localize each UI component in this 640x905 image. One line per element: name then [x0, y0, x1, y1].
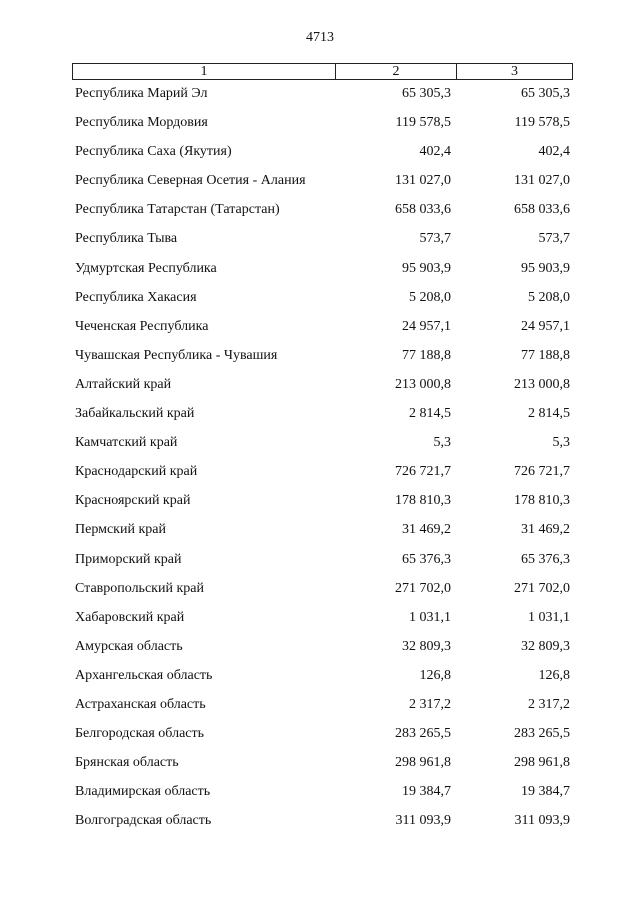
- region-name: Республика Марий Эл: [75, 86, 208, 101]
- table-row: [0, 522, 640, 551]
- table-row: [0, 290, 640, 319]
- value-col-3: 402,4: [538, 144, 570, 160]
- table-row: [0, 610, 640, 639]
- value-col-2: 658 033,6: [395, 202, 451, 218]
- header-col-2: 2: [336, 64, 457, 79]
- page-number: 4713: [306, 30, 334, 45]
- value-col-3: 2 317,2: [528, 696, 570, 712]
- value-col-3: 2 814,5: [528, 406, 570, 422]
- region-name: Камчатский край: [75, 435, 178, 451]
- table-row: [0, 755, 640, 784]
- region-name: Волгоградская область: [75, 813, 212, 829]
- table-row: [0, 86, 640, 115]
- value-col-3: 19 384,7: [521, 784, 570, 800]
- region-name: Амурская область: [75, 638, 183, 654]
- value-col-2: 77 188,8: [402, 347, 451, 363]
- value-col-2: 24 957,1: [402, 318, 451, 334]
- table-row: [0, 348, 640, 377]
- value-col-3: 283 265,5: [514, 726, 570, 742]
- table-row: [0, 377, 640, 406]
- value-col-2: 271 702,0: [395, 580, 451, 596]
- table-row: [0, 173, 640, 202]
- value-col-3: 1 031,1: [528, 609, 570, 625]
- table-row: [0, 115, 640, 144]
- table-row: [0, 552, 640, 581]
- value-col-3: 77 188,8: [521, 347, 570, 363]
- region-name: Забайкальский край: [75, 406, 195, 422]
- value-col-2: 726 721,7: [395, 464, 451, 480]
- table-row: [0, 202, 640, 231]
- value-col-2: 65 305,3: [402, 86, 451, 101]
- table-row: [0, 668, 640, 697]
- region-name: Республика Северная Осетия - Алания: [75, 173, 306, 189]
- table-row: [0, 639, 640, 668]
- value-col-2: 2 814,5: [409, 406, 451, 422]
- value-col-2: 31 469,2: [402, 522, 451, 538]
- region-name: Приморский край: [75, 551, 182, 567]
- region-name: Астраханская область: [75, 696, 206, 712]
- region-name: Республика Хакасия: [75, 289, 197, 305]
- value-col-3: 298 961,8: [514, 755, 570, 771]
- region-name: Республика Татарстан (Татарстан): [75, 202, 280, 218]
- region-name: Алтайский край: [75, 376, 172, 392]
- value-col-3: 5 208,0: [528, 289, 570, 305]
- region-name: Чеченская Республика: [75, 318, 209, 334]
- region-name: Ставропольский край: [75, 580, 204, 596]
- region-name: Красноярский край: [75, 493, 191, 509]
- value-col-3: 573,7: [538, 231, 570, 247]
- table-header: [72, 63, 573, 80]
- region-name: Чувашская Республика - Чувашия: [75, 347, 278, 363]
- value-col-3: 131 027,0: [514, 173, 570, 189]
- value-col-3: 31 469,2: [521, 522, 570, 538]
- table-row: [0, 144, 640, 173]
- table-row: [0, 581, 640, 610]
- value-col-2: 2 317,2: [409, 696, 451, 712]
- value-col-2: 119 578,5: [395, 115, 451, 131]
- value-col-3: 32 809,3: [521, 638, 570, 654]
- value-col-2: 1 031,1: [409, 609, 451, 625]
- region-name: Краснодарский край: [75, 464, 198, 480]
- value-col-2: 65 376,3: [402, 551, 451, 567]
- table-row: [0, 784, 640, 813]
- value-col-3: 24 957,1: [521, 318, 570, 334]
- table-row: [0, 319, 640, 348]
- region-name: Архангельская область: [75, 667, 213, 683]
- table-body: [0, 86, 640, 842]
- value-col-2: 131 027,0: [395, 173, 451, 189]
- value-col-2: 5,3: [433, 435, 451, 451]
- value-col-3: 119 578,5: [514, 115, 570, 131]
- value-col-2: 32 809,3: [402, 638, 451, 654]
- table-row: [0, 231, 640, 260]
- value-col-2: 95 903,9: [402, 260, 451, 276]
- region-name: Белгородская область: [75, 726, 205, 742]
- table-row: [0, 813, 640, 842]
- region-name: Брянская область: [75, 755, 179, 771]
- value-col-3: 311 093,9: [514, 813, 570, 829]
- value-col-3: 271 702,0: [514, 580, 570, 596]
- value-col-2: 213 000,8: [395, 376, 451, 392]
- value-col-2: 178 810,3: [395, 493, 451, 509]
- table-row: [0, 261, 640, 290]
- value-col-2: 298 961,8: [395, 755, 451, 771]
- value-col-3: 178 810,3: [514, 493, 570, 509]
- value-col-3: 65 305,3: [521, 86, 570, 101]
- value-col-3: 726 721,7: [514, 464, 570, 480]
- region-name: Республика Тыва: [75, 231, 178, 247]
- table-row: [0, 406, 640, 435]
- value-col-2: 5 208,0: [409, 289, 451, 305]
- table-row: [0, 493, 640, 522]
- value-col-3: 65 376,3: [521, 551, 570, 567]
- table-row: [0, 464, 640, 493]
- value-col-2: 402,4: [419, 144, 451, 160]
- value-col-2: 19 384,7: [402, 784, 451, 800]
- table-row: [0, 726, 640, 755]
- region-name: Республика Мордовия: [75, 115, 208, 131]
- value-col-2: 573,7: [419, 231, 451, 247]
- table-row: [0, 697, 640, 726]
- value-col-3: 95 903,9: [521, 260, 570, 276]
- table-row: [0, 435, 640, 464]
- region-name: Республика Саха (Якутия): [75, 144, 232, 160]
- header-col-3: 3: [511, 64, 518, 79]
- value-col-3: 126,8: [538, 667, 570, 683]
- value-col-3: 213 000,8: [514, 376, 570, 392]
- value-col-2: 126,8: [419, 667, 451, 683]
- region-name: Владимирская область: [75, 784, 211, 800]
- value-col-3: 658 033,6: [514, 202, 570, 218]
- value-col-2: 311 093,9: [395, 813, 451, 829]
- region-name: Удмуртская Республика: [75, 260, 217, 276]
- value-col-3: 5,3: [552, 435, 570, 451]
- region-name: Хабаровский край: [75, 609, 185, 625]
- value-col-2: 283 265,5: [395, 726, 451, 742]
- header-col-1: 1: [73, 64, 336, 79]
- region-name: Пермский край: [75, 522, 166, 538]
